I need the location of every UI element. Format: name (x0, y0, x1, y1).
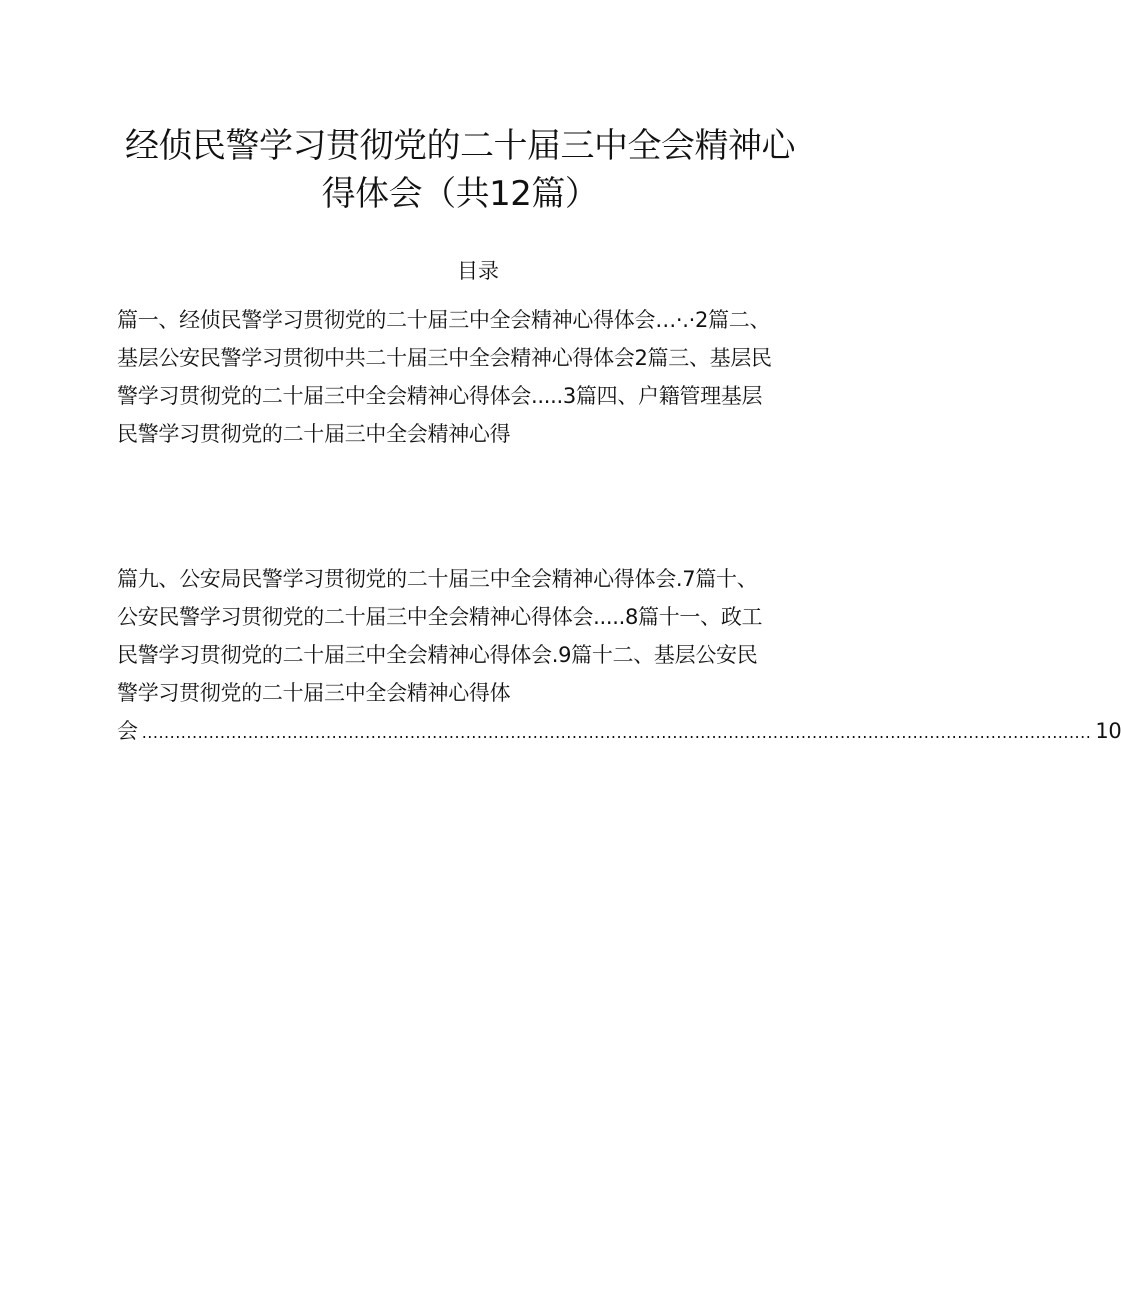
toc-block-2 (117, 560, 1121, 752)
dot-leader: .......................................................................................................................................................................... (141, 723, 1092, 742)
title-line-1: 经侦民警学习贯彻党的二十届三中全会精神心 (125, 126, 795, 166)
toc-entry-with-leader (117, 712, 1121, 752)
toc-line: 公安民警学习贯彻党的二十届三中全会精神心得体会.....8篇十一、政工 (117, 605, 763, 629)
title-line-2: 得体会（共12篇） (321, 174, 599, 214)
toc-line: 警学习贯彻党的二十届三中全会精神心得体 (117, 681, 511, 705)
toc-line: 篇九、公安局民警学习贯彻党的二十届三中全会精神心得体会.7篇十、 (117, 567, 758, 591)
toc-line: 警学习贯彻党的二十届三中全会精神心得体会.....3篇四、户籍管理基层 (117, 384, 763, 408)
toc-line: 基层公安民警学习贯彻中共二十届三中全会精神心得体会2篇三、基层民 (117, 346, 772, 370)
toc-page-number: 10 (1095, 719, 1121, 743)
toc-block-1 (117, 301, 832, 453)
toc-line: 民警学习贯彻党的二十届三中全会精神心得 (117, 422, 511, 446)
toc-line: 民警学习贯彻党的二十届三中全会精神心得体会.9篇十二、基层公安民 (117, 643, 758, 667)
toc-heading: 目录 (457, 259, 499, 283)
toc-entry-text: 会 (117, 719, 138, 743)
document-title (100, 122, 820, 218)
toc-line: 篇一、经侦民警学习贯彻党的二十届三中全会精神心得体会…·.·2篇二、 (117, 308, 771, 332)
